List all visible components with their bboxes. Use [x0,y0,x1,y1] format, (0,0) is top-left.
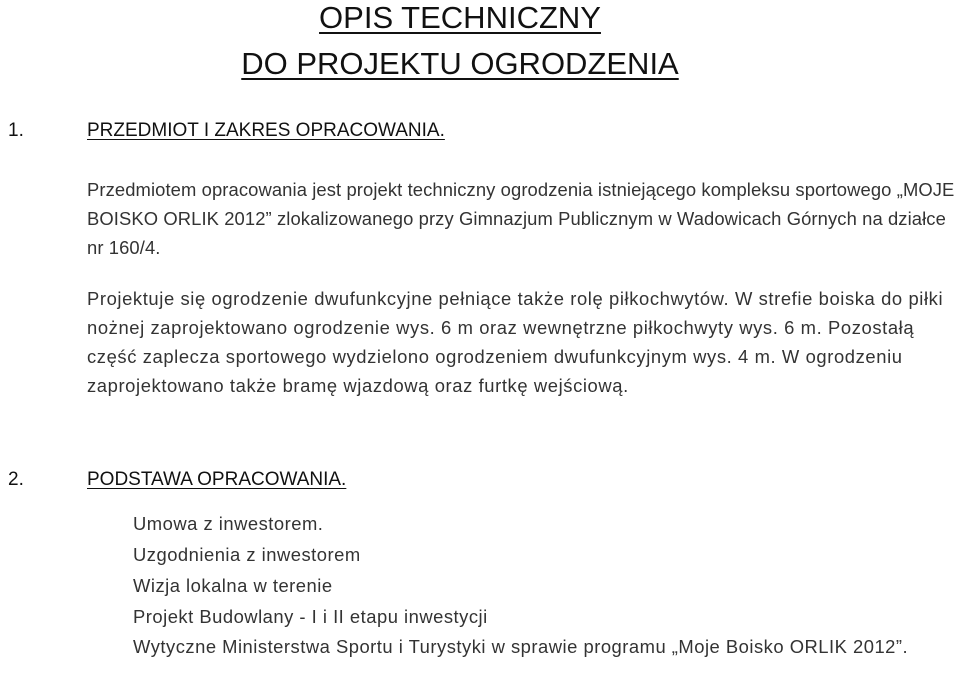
section-1-paragraph-1: Przedmiotem opracowania jest projekt techniczny ogrodzenia istniejącego kompleksu sportowego „MOJE BOISKO ORLIK 2012” zlokalizowanego przy Gimnazjum Publicznym w Wadowicach Górnych na działce nr 160/4. [87,179,955,258]
list-item: Wizja lokalna w terenie [133,575,333,596]
section-1-title: PRZEDMIOT I ZAKRES OPRACOWANIA. [87,120,445,141]
list-item: Umowa z inwestorem. [133,513,324,534]
section-2-number: 2. [8,469,24,490]
document-title-line-1: OPIS TECHNICZNY [319,0,601,35]
basis-list [133,508,958,661]
list-item: Uzgodnienia z inwestorem [133,544,361,565]
document-title-line-2: DO PROJEKTU OGRODZENIA [241,46,679,81]
section-1-number: 1. [8,120,24,141]
list-item: Projekt Budowlany - I i II etapu inwestycji [133,606,488,627]
list-item: Wytyczne Ministerstwa Sportu i Turystyki w sprawie programu „Moje Boisko ORLIK 2012”. [133,636,909,657]
section-2-title: PODSTAWA OPRACOWANIA. [87,469,347,490]
section-1-paragraph-2: Projektuje się ogrodzenie dwufunkcyjne pełniące także rolę piłkochwytów. W strefie boiska do piłki nożnej zaprojektowano ogrodzenie wys. 6 m oraz wewnętrzne piłkochwyty wys. 6 m. Pozostałą część zaplecza sportowego wydzielono ogrodzeniem dwufunkcyjnym wys. 4 m. W ogrodzeniu zaprojektowano także bramę wjazdową oraz furtkę wejściową. [87,288,944,396]
